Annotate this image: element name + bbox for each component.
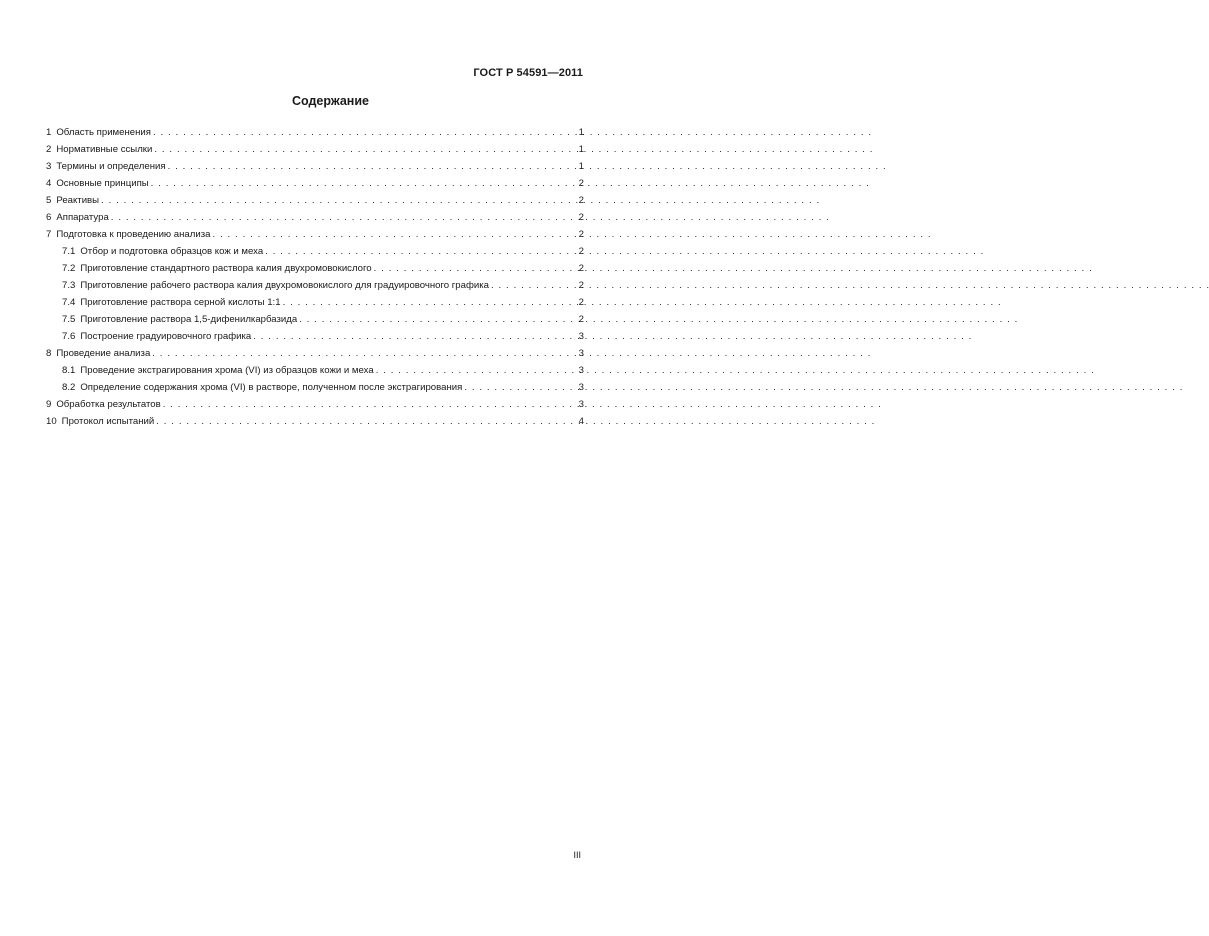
toc-entry-title: Аппаратура (56, 212, 109, 223)
dot-leader (299, 311, 576, 328)
toc-entry-title: Приготовление стандартного раствора калия двухромовокислого (80, 263, 372, 274)
toc-entry-page: 3 (578, 399, 584, 410)
toc-entry[interactable] (46, 260, 584, 277)
toc-entry[interactable] (46, 141, 584, 158)
toc-entry-number: 8 (46, 348, 52, 359)
toc-entry[interactable] (46, 226, 584, 243)
toc-entry-page: 3 (578, 348, 584, 359)
toc-entry-number: 8.2 (62, 382, 76, 393)
toc-entry-number: 3 (46, 161, 52, 172)
toc-entry-page: 2 (578, 297, 584, 308)
toc-entry-number: 7.5 (62, 314, 76, 325)
dot-leader (283, 294, 577, 311)
toc-entry-title: Приготовление раствора 1,5-дифенилкарбазида (80, 314, 298, 325)
dot-leader (168, 158, 577, 175)
toc-entry-page: 2 (578, 178, 584, 189)
toc-entry-title: Протокол испытаний (61, 416, 155, 427)
toc-entry-number: 6 (46, 212, 52, 223)
toc-entry[interactable] (46, 328, 584, 345)
toc-entry[interactable] (46, 124, 584, 141)
toc-entry-number: 2 (46, 144, 52, 155)
toc-entry-number: 9 (46, 399, 52, 410)
toc-entry-number: 5 (46, 195, 52, 206)
toc-entry-title: Реактивы (56, 195, 100, 206)
dot-leader (111, 209, 577, 226)
toc-entry-title: Нормативные ссылки (56, 144, 153, 155)
dot-leader (153, 124, 577, 141)
dot-leader (491, 277, 577, 294)
toc-entry[interactable] (46, 175, 584, 192)
dot-leader (163, 396, 577, 413)
toc-entry-number: 10 (46, 416, 57, 427)
toc-entry-title: Определение содержания хрома (VI) в растворе, полученном после экстрагирования (80, 382, 463, 393)
toc-entry-number: 7 (46, 229, 52, 240)
toc-entry-number: 8.1 (62, 365, 76, 376)
toc-entry-number: 7.2 (62, 263, 76, 274)
toc-entry-page: 2 (578, 280, 584, 291)
toc-entry-page: 2 (578, 229, 584, 240)
toc-entry-page: 1 (578, 127, 584, 138)
dot-leader (156, 413, 576, 430)
toc-entry-page: 2 (578, 246, 584, 257)
toc-title: Содержание (291, 94, 369, 108)
toc-entry[interactable] (46, 413, 584, 430)
toc-entry-title: Проведение экстрагирования хрома (VI) из образцов кожи и меха (80, 365, 374, 376)
toc-entry-title: Проведение анализа (56, 348, 151, 359)
toc-entry-title: Область применения (56, 127, 151, 138)
dot-leader (374, 260, 577, 277)
toc-entry-title: Термины и определения (56, 161, 166, 172)
toc-entry-page: 2 (578, 212, 584, 223)
toc-entry[interactable] (46, 192, 584, 209)
toc-entry[interactable] (46, 158, 584, 175)
dot-leader (154, 141, 576, 158)
toc-entry[interactable] (46, 345, 584, 362)
toc-entry-number: 1 (46, 127, 52, 138)
toc-entry-page: 1 (578, 161, 584, 172)
toc-entry-number: 7.4 (62, 297, 76, 308)
toc-entry[interactable] (46, 396, 584, 413)
toc-entry[interactable] (46, 362, 584, 379)
toc-entry-title: Подготовка к проведению анализа (56, 229, 211, 240)
dot-leader (464, 379, 576, 396)
document-code: ГОСТ Р 54591—2011 (473, 67, 583, 79)
toc-entry[interactable] (46, 209, 584, 226)
toc-entry-title: Приготовление раствора серной кислоты 1:1 (80, 297, 281, 308)
toc-entry-title: Основные принципы (56, 178, 149, 189)
toc-entry-number: 4 (46, 178, 52, 189)
toc-entry-title: Отбор и подготовка образцов кож и меха (80, 246, 264, 257)
dot-leader (376, 362, 577, 379)
toc-entry-page: 2 (578, 195, 584, 206)
toc-entry-page: 3 (578, 382, 584, 393)
toc-entry[interactable] (46, 294, 584, 311)
toc-entry-title: Обработка результатов (56, 399, 161, 410)
toc-entry[interactable] (46, 379, 584, 396)
dot-leader (265, 243, 576, 260)
toc-entry-number: 7.3 (62, 280, 76, 291)
toc-entry-page: 1 (578, 144, 584, 155)
dot-leader (253, 328, 576, 345)
toc-entry[interactable] (46, 243, 584, 260)
toc-entry-title: Построение градуировочного графика (80, 331, 252, 342)
dot-leader (212, 226, 576, 243)
toc-entry-number: 7.6 (62, 331, 76, 342)
toc-entry-page: 2 (578, 263, 584, 274)
toc-entry[interactable] (46, 277, 584, 294)
toc-entry-title: Приготовление рабочего раствора калия двухромовокислого для градуировочного графика (80, 280, 489, 291)
page-number: III (573, 850, 581, 860)
toc-entry-page: 4 (578, 416, 584, 427)
toc-entry[interactable] (46, 311, 584, 328)
dot-leader (101, 192, 577, 209)
toc-entry-number: 7.1 (62, 246, 76, 257)
toc-entry-page: 3 (578, 365, 584, 376)
toc-entry-page: 3 (578, 331, 584, 342)
table-of-contents (46, 124, 584, 430)
dot-leader (151, 175, 577, 192)
dot-leader (152, 345, 576, 362)
toc-entry-page: 2 (578, 314, 584, 325)
